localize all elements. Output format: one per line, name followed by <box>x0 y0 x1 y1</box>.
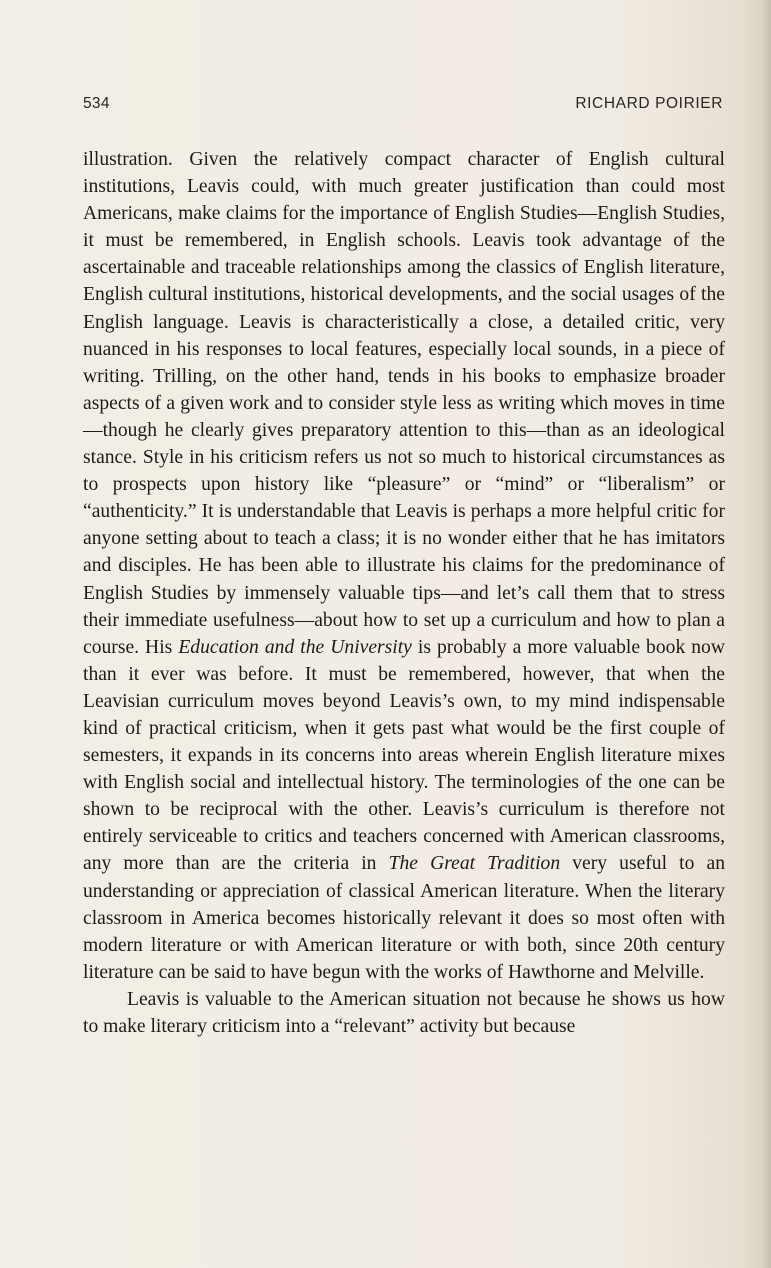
running-head: RICHARD POIRIER <box>575 95 723 112</box>
text-segment: very useful to an understanding or appreciation of classical American literature. When the literary classroom in America becomes historically relevant it does so most often with modern literature or with American literature or with both, since 20th century literature can be said to have begun with the works of Hawthorne and Melville. <box>83 853 725 983</box>
text-segment: Leavis is valuable to the American situation not because he shows us how to make literary criticism into a “relevant” activity but because <box>83 988 725 1037</box>
book-title-education-and-the-university: Education and the University <box>178 636 412 658</box>
paragraph-2 <box>83 986 725 1040</box>
body-text <box>83 146 725 1040</box>
page-number: 534 <box>83 95 110 112</box>
paragraph-1 <box>83 146 725 986</box>
page-header <box>83 95 723 115</box>
book-title-the-great-tradition: The Great Tradition <box>388 853 561 875</box>
text-segment: illustration. Given the relatively compact character of English cultural institutions, Leavis could, with much greater justification than could most Americans, make claims for the importance of English Studies—English Studies, it must be remembered, in English schools. Leavis took advantage of the ascertainable and traceable relationships among the classics of English literature, English cultural institutions, historical developments, and the social usages of the English language. Leavis is characteristically a close, a detailed critic, very nuanced in his responses to local features, especially local sounds, in a piece of writing. Trilling, on the other hand, tends in his books to emphasize broader aspects of a given work and to consider style less as writing which moves in time—though he clearly gives preparatory attention to this—than as an ideological stance. Style in his criticism refers us not so much to historical circumstances as to prospects upon history like “pleasure” or “mind” or “liberalism” or “authenticity.” It is understandable that Leavis is perhaps a more helpful critic for anyone setting about to teach a class; it is no wonder either that he has imitators and disciples. He has been able to illustrate his claims for the predominance of English Studies by immensely valuable tips—and let’s call them that to stress their immediate usefulness—about how to set up a curriculum and how to plan a course. His <box>83 149 725 658</box>
page-edge-shadow <box>761 0 771 1268</box>
text-segment: is probably a more valuable book now than it ever was before. It must be remembered, however, that when the Leavisian curriculum moves beyond Leavis’s own, to my mind indispensable kind of practical criticism, when it gets past what would be the first couple of semesters, it expands in its concerns into areas wherein English literature mixes with English social and intellectual history. The terminologies of the one can be shown to be reciprocal with the other. Leavis’s curriculum is therefore not entirely serviceable to critics and teachers concerned with American classrooms, any more than are the criteria in <box>83 636 726 875</box>
